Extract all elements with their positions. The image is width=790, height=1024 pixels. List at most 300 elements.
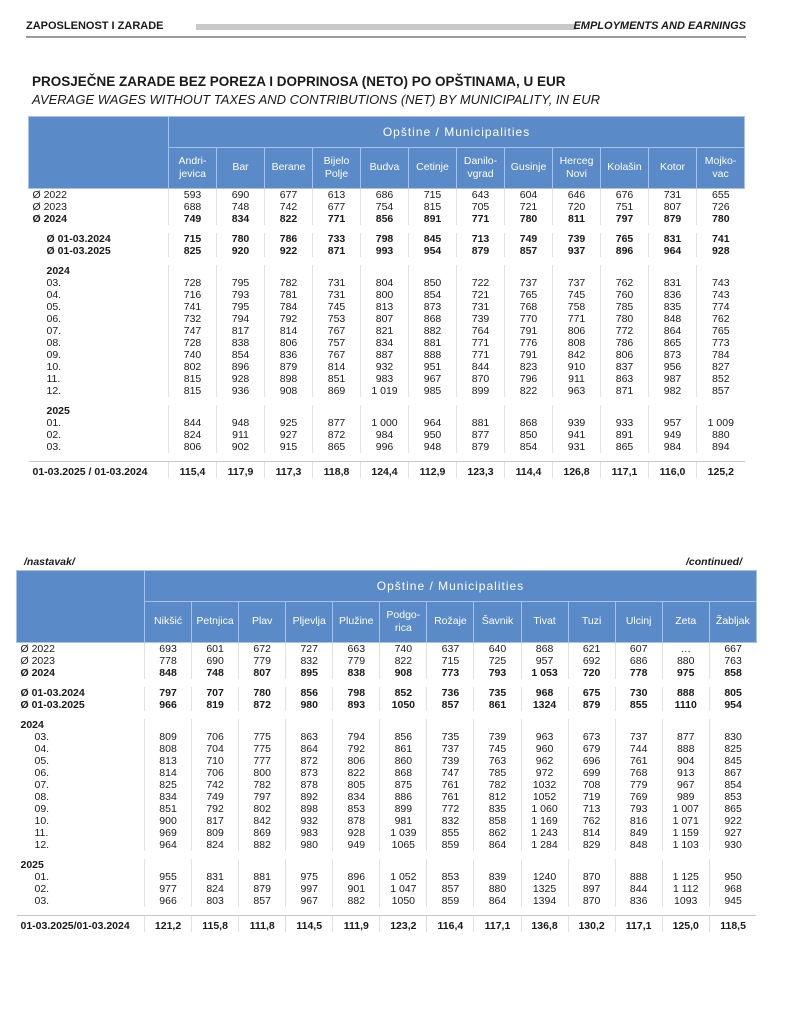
table-cell: 865 xyxy=(709,803,756,815)
table-cell xyxy=(457,405,505,417)
table-cell: 1065 xyxy=(380,839,427,851)
table-cell: 690 xyxy=(192,655,239,667)
table-cell: 873 xyxy=(649,349,697,361)
table-cell: 913 xyxy=(662,767,709,779)
table-row xyxy=(29,373,745,385)
table-cell: 118,5 xyxy=(709,916,756,933)
table-cell: 742 xyxy=(265,201,313,213)
table-cell: 817 xyxy=(192,815,239,827)
table-cell: 879 xyxy=(568,699,615,711)
table-cell: 728 xyxy=(169,277,217,289)
table-cell: 737 xyxy=(505,277,553,289)
table-cell: 751 xyxy=(601,201,649,213)
table-cell: 124,4 xyxy=(361,462,409,479)
table-cell: 814 xyxy=(313,361,361,373)
column-header: Šavnik xyxy=(474,602,521,643)
table-cell: 707 xyxy=(192,687,239,699)
table-cell: 868 xyxy=(505,417,553,429)
table-cell: 963 xyxy=(553,385,601,397)
table-row xyxy=(29,277,745,289)
table-cell: 859 xyxy=(427,895,474,907)
table-cell: 967 xyxy=(286,895,333,907)
table-cell xyxy=(409,405,457,417)
table-cell: 115,8 xyxy=(192,916,239,933)
table-cell: 741 xyxy=(169,301,217,313)
table-cell: 821 xyxy=(361,325,409,337)
table-cell: 899 xyxy=(380,803,427,815)
table-cell: 964 xyxy=(409,417,457,429)
row-label: Ø 2023 xyxy=(32,200,67,213)
table-cell xyxy=(169,265,217,277)
table-cell: 863 xyxy=(286,731,333,743)
table-cell: 762 xyxy=(697,313,745,325)
table-cell: 927 xyxy=(265,429,313,441)
table-cell: 805 xyxy=(333,779,380,791)
table-cell: 792 xyxy=(265,313,313,325)
table-cell: 980 xyxy=(286,839,333,851)
table-cell: 834 xyxy=(361,337,409,349)
table-row xyxy=(17,871,757,883)
table-cell: 806 xyxy=(601,349,649,361)
table-cell xyxy=(239,859,286,871)
table-cell: 937 xyxy=(553,245,601,257)
table-cell: 125,2 xyxy=(697,462,745,479)
table-cell: 1 000 xyxy=(361,417,409,429)
table-cell: 719 xyxy=(568,791,615,803)
table-cell xyxy=(380,859,427,871)
table-cell: 945 xyxy=(709,895,756,907)
table-cell: 1 112 xyxy=(662,883,709,895)
table-cell: 807 xyxy=(361,313,409,325)
row-label: 11. xyxy=(46,372,61,385)
table-cell: 115,4 xyxy=(169,462,217,479)
table-cell xyxy=(457,265,505,277)
table-cell: 802 xyxy=(239,803,286,815)
row-label: 01. xyxy=(34,870,50,883)
row-label: 2025 xyxy=(20,858,44,871)
column-header: Budva xyxy=(361,148,409,189)
table-cell: 888 xyxy=(662,743,709,755)
table-cell: 117,1 xyxy=(615,916,662,933)
table-cell: 908 xyxy=(380,667,427,679)
table-cell: 686 xyxy=(615,655,662,667)
table-cell: 834 xyxy=(333,791,380,803)
table-row xyxy=(17,699,757,711)
table-cell: 854 xyxy=(709,779,756,791)
table-cell: 850 xyxy=(505,429,553,441)
column-header: Andri- jevica xyxy=(169,148,217,189)
table-cell: 621 xyxy=(568,643,615,656)
table-cell: 796 xyxy=(505,373,553,385)
table-cell: 677 xyxy=(265,189,313,202)
table-cell: 922 xyxy=(709,815,756,827)
table-cell: 739 xyxy=(427,755,474,767)
table-cell: 832 xyxy=(427,815,474,827)
table-cell: 806 xyxy=(333,755,380,767)
table-cell: 950 xyxy=(709,871,756,883)
table-cell: 754 xyxy=(361,201,409,213)
table-cell: 948 xyxy=(409,441,457,453)
row-label: 01-03.2025 / 01-03.2024 xyxy=(29,462,169,479)
table-cell: 737 xyxy=(615,731,662,743)
table-cell: 798 xyxy=(361,233,409,245)
table-cell xyxy=(662,719,709,731)
table-cell: 803 xyxy=(192,895,239,907)
table-cell: 892 xyxy=(286,791,333,803)
table-cell: 962 xyxy=(521,755,568,767)
table-cell: 732 xyxy=(169,313,217,325)
table-cell: 737 xyxy=(553,277,601,289)
table-cell: 927 xyxy=(709,827,756,839)
table-cell: 116,4 xyxy=(427,916,474,933)
table-cell: 848 xyxy=(649,313,697,325)
table-cell xyxy=(615,859,662,871)
table-row xyxy=(17,827,757,839)
column-header: Bijelo Polje xyxy=(313,148,361,189)
table-cell xyxy=(649,265,697,277)
table-cell: 111,8 xyxy=(239,916,286,933)
table-cell: 797 xyxy=(239,791,286,803)
table-cell: 950 xyxy=(409,429,457,441)
table-cell: 116,0 xyxy=(649,462,697,479)
row-label: 03. xyxy=(46,276,62,289)
spacer-row xyxy=(29,453,745,462)
table-cell: 781 xyxy=(265,289,313,301)
table-cell: 928 xyxy=(333,827,380,839)
row-label: 02. xyxy=(34,882,50,895)
table-cell: 856 xyxy=(286,687,333,699)
row-label: 09. xyxy=(46,348,62,361)
table-cell: 851 xyxy=(145,803,192,815)
table-cell: 117,1 xyxy=(474,916,521,933)
table-cell xyxy=(662,859,709,871)
table-cell: 837 xyxy=(601,361,649,373)
column-header: Rožaje xyxy=(427,602,474,643)
table-row xyxy=(17,687,757,699)
table-cell xyxy=(601,265,649,277)
table-cell xyxy=(192,859,239,871)
table-cell xyxy=(709,859,756,871)
table-cell: 771 xyxy=(457,213,505,225)
table-cell xyxy=(145,859,192,871)
table-row xyxy=(29,245,745,257)
table-cell: 807 xyxy=(649,201,697,213)
table-row xyxy=(29,213,745,225)
row-label: 01. xyxy=(46,416,62,429)
table-cell: 984 xyxy=(361,429,409,441)
table-cell: 773 xyxy=(427,667,474,679)
table-cell: 786 xyxy=(265,233,313,245)
column-header: Zeta xyxy=(662,602,709,643)
table-cell: 753 xyxy=(313,313,361,325)
table-cell: 836 xyxy=(649,289,697,301)
table-cell: 1 052 xyxy=(380,871,427,883)
table-cell: 786 xyxy=(601,337,649,349)
table-cell: 739 xyxy=(457,313,505,325)
table-cell: 1032 xyxy=(521,779,568,791)
table-row xyxy=(17,767,757,779)
table-cell: 773 xyxy=(697,337,745,349)
table-cell: 767 xyxy=(313,325,361,337)
table-cell: 857 xyxy=(505,245,553,257)
table-cell: 882 xyxy=(239,839,286,851)
table-cell: 733 xyxy=(313,233,361,245)
table-cell: 811 xyxy=(553,213,601,225)
table-cell: … xyxy=(662,643,709,656)
table-cell: 793 xyxy=(474,667,521,679)
table-cell: 842 xyxy=(553,349,601,361)
column-header: Pljevlja xyxy=(286,602,333,643)
table-cell: 749 xyxy=(505,233,553,245)
table-cell xyxy=(361,265,409,277)
table-cell: 725 xyxy=(474,655,521,667)
table-cell: 792 xyxy=(192,803,239,815)
table-cell: 745 xyxy=(553,289,601,301)
column-header: Plav xyxy=(239,602,286,643)
row-label: 10. xyxy=(34,814,50,827)
table-cell: 1 284 xyxy=(521,839,568,851)
table-cell: 731 xyxy=(313,277,361,289)
table-cell: 823 xyxy=(505,361,553,373)
table-row xyxy=(29,189,745,202)
table-cell: 815 xyxy=(409,201,457,213)
table-cell: 836 xyxy=(615,895,662,907)
table-cell: 1110 xyxy=(662,699,709,711)
table-cell: 780 xyxy=(601,313,649,325)
table-cell: 797 xyxy=(145,687,192,699)
table-cell: 882 xyxy=(409,325,457,337)
table-row xyxy=(17,655,757,667)
table-row xyxy=(29,337,745,349)
table-cell: 737 xyxy=(427,743,474,755)
table-cell xyxy=(568,859,615,871)
table-cell: 968 xyxy=(709,883,756,895)
table-cell: 956 xyxy=(649,361,697,373)
table-cell: 857 xyxy=(697,385,745,397)
table-cell: 767 xyxy=(313,349,361,361)
table-cell: 715 xyxy=(169,233,217,245)
table-row xyxy=(29,233,745,245)
table-cell: 878 xyxy=(333,815,380,827)
table-cell: 745 xyxy=(474,743,521,755)
table-cell: 869 xyxy=(239,827,286,839)
table-cell: 739 xyxy=(553,233,601,245)
table-cell: 877 xyxy=(662,731,709,743)
table-cell: 819 xyxy=(192,699,239,711)
row-label: Ø 2023 xyxy=(20,654,55,667)
table-cell: 880 xyxy=(474,883,521,895)
column-header: Kolašin xyxy=(601,148,649,189)
table-row xyxy=(17,643,757,656)
table-cell: 933 xyxy=(601,417,649,429)
table-cell: 891 xyxy=(601,429,649,441)
row-label: 2024 xyxy=(46,264,70,277)
spacer-row xyxy=(17,679,757,687)
table-cell: 690 xyxy=(217,189,265,202)
table-cell: 601 xyxy=(192,643,239,656)
table-cell: 1 047 xyxy=(380,883,427,895)
table-cell: 118,8 xyxy=(313,462,361,479)
table-cell: 896 xyxy=(217,361,265,373)
table-cell: 761 xyxy=(615,755,662,767)
table-cell: 1394 xyxy=(521,895,568,907)
table-row xyxy=(17,743,757,755)
column-header: Petnjica xyxy=(192,602,239,643)
table-cell: 693 xyxy=(145,643,192,656)
table-cell xyxy=(474,719,521,731)
table-cell: 813 xyxy=(145,755,192,767)
table-cell: 920 xyxy=(217,245,265,257)
table-cell: 740 xyxy=(169,349,217,361)
table-cell: 710 xyxy=(192,755,239,767)
table-cell: 114,5 xyxy=(286,916,333,933)
table-cell: 706 xyxy=(192,767,239,779)
table-cell: 762 xyxy=(601,277,649,289)
table-cell: 957 xyxy=(649,417,697,429)
table-cell: 1 071 xyxy=(662,815,709,827)
table-cell xyxy=(361,405,409,417)
table-cell xyxy=(553,405,601,417)
table-cell: 932 xyxy=(286,815,333,827)
table-cell: 948 xyxy=(217,417,265,429)
table-cell: 856 xyxy=(361,213,409,225)
table-cell: 830 xyxy=(709,731,756,743)
table-cell xyxy=(286,859,333,871)
table-cell: 900 xyxy=(145,815,192,827)
table-cell: 715 xyxy=(427,655,474,667)
table-cell: 936 xyxy=(217,385,265,397)
table-cell: 852 xyxy=(697,373,745,385)
spacer-row xyxy=(29,397,745,405)
table-cell: 123,2 xyxy=(380,916,427,933)
table-cell: 848 xyxy=(145,667,192,679)
table-cell: 855 xyxy=(615,699,662,711)
table-cell: 761 xyxy=(427,791,474,803)
table-cell: 868 xyxy=(409,313,457,325)
table-cell: 713 xyxy=(457,233,505,245)
table-cell: 984 xyxy=(649,441,697,453)
table-cell: 922 xyxy=(265,245,313,257)
row-label: 2025 xyxy=(46,404,70,417)
table-cell: 771 xyxy=(457,337,505,349)
row-label: 08. xyxy=(34,790,50,803)
wages-table-2 xyxy=(16,570,757,932)
row-label: 04. xyxy=(34,742,50,755)
table-row xyxy=(29,289,745,301)
table-cell: 899 xyxy=(457,385,505,397)
table-cell xyxy=(313,265,361,277)
table-cell: 997 xyxy=(286,883,333,895)
table-cell: 865 xyxy=(601,441,649,453)
table-cell: 726 xyxy=(697,201,745,213)
table-cell: 842 xyxy=(239,815,286,827)
table-cell: 675 xyxy=(568,687,615,699)
row-label: 05. xyxy=(34,754,50,767)
table-cell: 704 xyxy=(192,743,239,755)
table-cell: 688 xyxy=(169,201,217,213)
table-cell: 975 xyxy=(286,871,333,883)
table-cell: 791 xyxy=(505,349,553,361)
table-cell: 967 xyxy=(662,779,709,791)
table-cell xyxy=(313,405,361,417)
table-cell: 824 xyxy=(192,883,239,895)
table-cell: 931 xyxy=(553,441,601,453)
table-cell: 792 xyxy=(333,743,380,755)
table-cell: 831 xyxy=(649,233,697,245)
table-cell: 742 xyxy=(192,779,239,791)
table-cell: 782 xyxy=(265,277,313,289)
table-cell: 904 xyxy=(662,755,709,767)
table-cell: 800 xyxy=(239,767,286,779)
row-label: 06. xyxy=(46,312,62,325)
table-row xyxy=(17,731,757,743)
table-cell xyxy=(145,719,192,731)
table-cell: 774 xyxy=(697,301,745,313)
table-cell: 782 xyxy=(239,779,286,791)
table-cell: 966 xyxy=(145,699,192,711)
table-cell: 794 xyxy=(217,313,265,325)
table-cell: 749 xyxy=(169,213,217,225)
column-header: Gusinje xyxy=(505,148,553,189)
table-cell: 731 xyxy=(457,301,505,313)
table-cell: 955 xyxy=(145,871,192,883)
table-cell: 895 xyxy=(286,667,333,679)
table-cell: 864 xyxy=(649,325,697,337)
table-cell: 838 xyxy=(333,667,380,679)
table-cell: 870 xyxy=(568,871,615,883)
table-cell: 873 xyxy=(409,301,457,313)
table-cell: 939 xyxy=(553,417,601,429)
table-cell: 785 xyxy=(474,767,521,779)
table-cell: 809 xyxy=(145,731,192,743)
table-cell: 987 xyxy=(649,373,697,385)
table-cell: 831 xyxy=(192,871,239,883)
row-label: 07. xyxy=(34,778,50,791)
table-cell: 784 xyxy=(697,349,745,361)
table-cell: 825 xyxy=(709,743,756,755)
table-cell: 977 xyxy=(145,883,192,895)
section-row xyxy=(17,859,757,871)
table-cell: 983 xyxy=(286,827,333,839)
table-cell: 782 xyxy=(474,779,521,791)
table-cell: 808 xyxy=(553,337,601,349)
table-cell: 765 xyxy=(697,325,745,337)
table-cell: 686 xyxy=(361,189,409,202)
table-cell: 815 xyxy=(169,385,217,397)
table-cell: 981 xyxy=(380,815,427,827)
table-cell: 861 xyxy=(474,699,521,711)
table-cell: 763 xyxy=(474,755,521,767)
table-cell: 881 xyxy=(239,871,286,883)
column-header: Berane xyxy=(265,148,313,189)
table-cell: 758 xyxy=(553,301,601,313)
table-cell xyxy=(568,719,615,731)
table-cell xyxy=(697,265,745,277)
table-cell: 1 060 xyxy=(521,803,568,815)
table-cell: 964 xyxy=(145,839,192,851)
table-cell: 655 xyxy=(697,189,745,202)
table-cell xyxy=(709,719,756,731)
table-cell: 677 xyxy=(313,201,361,213)
table-cell: 844 xyxy=(457,361,505,373)
table-cell: 888 xyxy=(409,349,457,361)
table-cell: 1 007 xyxy=(662,803,709,815)
table-cell: 822 xyxy=(265,213,313,225)
table-cell: 136,8 xyxy=(521,916,568,933)
table-cell: 835 xyxy=(474,803,521,815)
table-cell: 868 xyxy=(521,643,568,656)
column-header: Tuzi xyxy=(568,602,615,643)
